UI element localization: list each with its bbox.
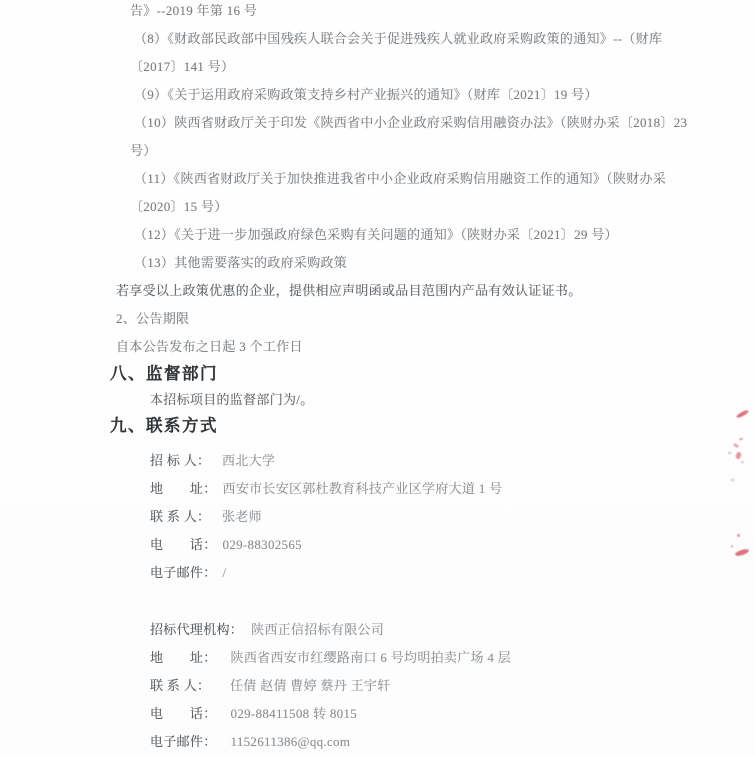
agency-email-value: 1152611386@qq.com	[230, 734, 351, 749]
agency-email-row	[0, 728, 755, 756]
announcement-period-subheading: 2、公告期限	[116, 311, 190, 326]
tenderer-phone-label: 电 话：	[150, 537, 217, 552]
tenderer-contact-person-row	[0, 503, 755, 531]
agency-contact-person-label: 联 系 人：	[150, 678, 211, 693]
section-heading-supervision-dept: 八、监督部门	[110, 364, 218, 383]
agency-email-label: 电子邮件：	[150, 734, 217, 749]
policy-line-continuation: 号）	[130, 143, 157, 158]
policy-line-item-9: （9）《关于运用政府采购政策支持乡村产业振兴的通知》（财库〔2021〕19 号）	[134, 87, 598, 102]
agency-name-row	[0, 616, 755, 644]
section-heading-contact-info: 九、联系方式	[110, 416, 218, 435]
agency-contact-person-row	[0, 672, 755, 700]
announcement-period-text: 自本公告发布之日起 3 个工作日	[116, 339, 303, 354]
tenderer-address-label: 地 址：	[150, 481, 217, 496]
policy-line-item-10: （10）陕西省财政厅关于印发《陕西省中小企业政府采购信用融资办法》（陕财办采〔2018〕23	[134, 115, 688, 130]
agency-address-row	[0, 644, 755, 672]
policy-line-item-12: （12）《关于进一步加强政府绿色采购有关问题的通知》（陕财办采〔2021〕29 号）	[134, 227, 618, 242]
policy-line-item-11: （11）《陕西省财政厅关于加快推进我省中小企业政府采购信用融资工作的通知》（陕财办采	[134, 171, 667, 186]
agency-contact-person-value: 任倩 赵倩 曹婷 蔡丹 王宇轩	[230, 678, 391, 693]
tenderer-email-value: /	[222, 565, 227, 580]
agency-phone-value: 029-88411508 转 8015	[230, 706, 358, 721]
agency-phone-row	[0, 700, 755, 728]
policy-line-continuation: 告》--2019 年第 16 号	[130, 3, 258, 18]
policy-line-continuation: 〔2017〕141 号）	[130, 59, 235, 74]
policy-reference-list	[0, 0, 755, 361]
agency-contact-block	[0, 616, 755, 756]
agency-name-value: 陕西正信招标有限公司	[251, 622, 385, 637]
tenderer-email-row	[0, 559, 755, 587]
tenderer-name-row	[0, 447, 755, 475]
supervision-dept-body: 本招标项目的监督部门为/。	[150, 392, 314, 407]
tenderer-contact-person-value: 张老师	[222, 509, 262, 524]
tenderer-contact-person-label: 联 系 人：	[150, 509, 211, 524]
agency-address-label: 地 址：	[150, 650, 217, 665]
agency-address-value: 陕西省西安市红缨路南口 6 号均明拍卖广场 4 层	[230, 650, 512, 665]
tenderer-address-row	[0, 475, 755, 503]
policy-line-item-13: （13）其他需要落实的政府采购政策	[134, 255, 348, 270]
tenderer-name-label: 招 标 人：	[150, 453, 211, 468]
tenderer-phone-value: 029-88302565	[222, 537, 302, 552]
agency-name-label: 招标代理机构：	[150, 622, 244, 637]
policy-note-certificates: 若享受以上政策优惠的企业，提供相应声明函或品目范围内产品有效认证证书。	[116, 283, 582, 298]
agency-phone-label: 电 话：	[150, 706, 217, 721]
tenderer-address-value: 西安市长安区郭杜教育科技产业区学府大道 1 号	[222, 481, 503, 496]
tenderer-name-value: 西北大学	[222, 453, 276, 468]
tenderer-email-label: 电子邮件：	[150, 565, 217, 580]
policy-line-continuation: 〔2020〕15 号）	[130, 199, 228, 214]
tenderer-phone-row	[0, 531, 755, 559]
policy-line-item-8: （8）《财政部民政部中国残疾人联合会关于促进残疾人就业政府采购政策的通知》--（财库	[134, 31, 663, 46]
tenderer-contact-block	[0, 447, 755, 587]
